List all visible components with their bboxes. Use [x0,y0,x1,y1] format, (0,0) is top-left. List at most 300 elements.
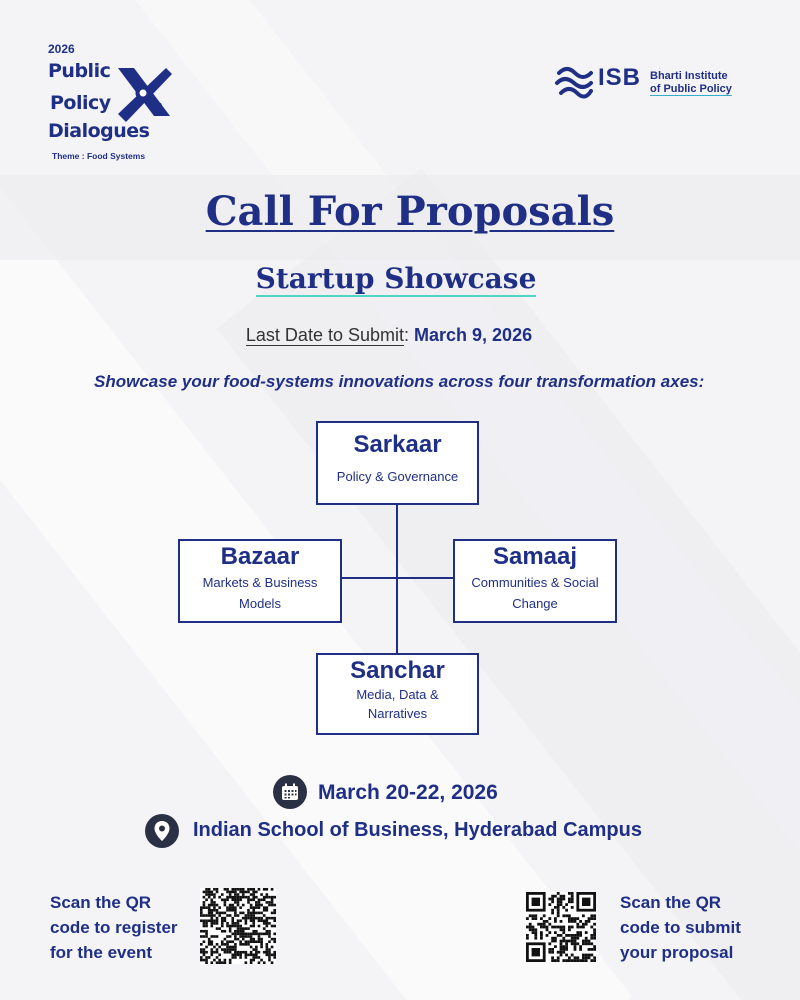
qr-module [205,956,208,959]
qr-module [250,904,253,907]
qr-module [540,931,543,934]
qr-module [588,917,591,920]
qr-module [231,888,234,891]
qr-module [590,934,593,937]
qr-module [534,917,537,920]
qr-module [551,909,554,912]
qr-module [239,888,242,891]
qr-module [562,948,565,951]
qr-module [229,946,232,949]
qr-module [266,933,269,936]
qr-module [205,914,208,917]
qr-module [205,951,208,954]
qr-module [560,954,563,957]
qr-module [237,925,240,928]
qr-module [252,891,255,894]
qr-finder [532,948,540,956]
qr-module [540,917,543,920]
qr-module [247,912,250,915]
qr-module [562,926,565,929]
qr-module [221,922,224,925]
qr-module [260,959,263,962]
qr-module [562,931,565,934]
qr-module [571,900,574,903]
qr-module [229,948,232,951]
qr-module [250,946,253,949]
qr-module [526,937,529,940]
qr-module [250,935,253,938]
qr-module [551,959,554,962]
qr-module [260,904,263,907]
qr-module [250,888,253,891]
qr-module [245,951,248,954]
qr-module [252,948,255,951]
qr-module [247,896,250,899]
qr-module [203,901,206,904]
qr-module [585,937,588,940]
qr-module [268,901,271,904]
qr-module [208,906,211,909]
qr-module [579,931,582,934]
qr-module [250,961,253,964]
axis-name-sarkaar: Sarkaar [353,431,442,458]
qr-module [234,956,237,959]
qr-module [203,925,206,928]
qr-module [585,931,588,934]
qr-module [273,912,276,915]
qr-module [255,904,258,907]
qr-module [200,909,203,912]
qr-module [229,951,232,954]
qr-module [532,917,535,920]
qr-module [203,959,206,962]
qr-module [210,940,213,943]
qr-module [263,888,266,891]
qr-module [548,903,551,906]
qr-module [590,959,593,962]
qr-module [247,914,250,917]
qr-module [271,946,274,949]
qr-module [590,937,593,940]
qr-module [540,937,543,940]
qr-module [551,900,554,903]
qr-module [568,959,571,962]
qr-module [252,954,255,957]
qr-module [258,919,261,922]
qr-module [250,893,253,896]
qr-module [231,954,234,957]
qr-module [593,931,596,934]
qr-module [205,891,208,894]
page-subtitle: Startup Showcase [255,262,537,295]
qr-module [250,917,253,920]
qr-module [218,961,221,964]
qr-module [229,891,232,894]
qr-module [562,906,565,909]
qr-module [213,919,216,922]
qr-module [218,946,221,949]
qr-module [593,914,596,917]
qr-module [229,904,232,907]
qr-module [260,893,263,896]
qr-module [557,951,560,954]
qr-module [226,906,229,909]
qr-module [229,896,232,899]
qr-module [576,931,579,934]
qr-module [205,935,208,938]
qr-module [590,948,593,951]
qr-module [540,926,543,929]
qr-module [273,956,276,959]
qr-module [239,943,242,946]
qr-module [234,943,237,946]
qr-module [588,920,591,923]
qr-module [239,954,242,957]
qr-module [247,917,250,920]
qr-module [218,906,221,909]
qr-module [218,959,221,962]
isb-logo-subtitle [650,70,732,96]
qr-module [585,959,588,962]
qr-module [231,933,234,936]
qr-module [234,954,237,957]
qr-module [250,906,253,909]
qr-module [551,948,554,951]
logo-line-dialogues: Dialogues [48,120,150,142]
qr-module [231,896,234,899]
qr-module [554,959,557,962]
qr-module [271,917,274,920]
qr-module [574,959,577,962]
qr-module [210,904,213,907]
qr-module [237,933,240,936]
qr-module [582,923,585,926]
qr-module [231,925,234,928]
qr-module [247,933,250,936]
qr-module [258,898,261,901]
axis-box-bazaar [178,539,342,623]
qr-module [574,942,577,945]
qr-module [258,917,261,920]
qr-module [551,895,554,898]
qr-module [266,901,269,904]
qr-module [557,900,560,903]
qr-module [234,933,237,936]
qr-module [255,940,258,943]
qr-module [551,912,554,915]
qr-module [252,956,255,959]
qr-module [224,930,227,933]
qr-module [224,898,227,901]
qr-module [255,896,258,899]
qr-module [258,951,261,954]
qr-module [229,927,232,930]
qr-module [226,946,229,949]
qr-module [565,942,568,945]
qr-module [548,917,551,920]
qr-module [205,933,208,936]
qr-module [216,956,219,959]
qr-module [200,919,203,922]
qr-module [213,935,216,938]
qr-module [593,928,596,931]
qr-module [562,928,565,931]
qr-module [221,925,224,928]
qr-module [534,934,537,937]
qr-module [239,891,242,894]
qr-module [271,938,274,941]
qr-module [200,912,203,915]
logo-line-public: Public [48,60,111,82]
logo-line-policy: Policy [50,92,111,114]
qr-module [247,898,250,901]
qr-module [205,930,208,933]
qr-module [554,906,557,909]
qr-module [250,951,253,954]
qr-module [593,923,596,926]
qr-module [588,956,591,959]
qr-module [273,940,276,943]
qr-module [203,919,206,922]
qr-module [554,931,557,934]
qr-module [260,898,263,901]
qr-module [208,943,211,946]
qr-module [203,930,206,933]
qr-module [565,945,568,948]
qr-module [557,898,560,901]
qr-module [568,898,571,901]
qr-module [250,914,253,917]
qr-module [266,888,269,891]
qr-module [210,922,213,925]
qr-module [260,940,263,943]
qr-module [548,951,551,954]
qr-module [562,959,565,962]
qr-module [271,912,274,915]
qr-module [579,934,582,937]
qr-module [237,898,240,901]
qr-module [579,948,582,951]
qr-module [273,919,276,922]
qr-module [568,940,571,943]
qr-module [252,925,255,928]
qr-module [203,951,206,954]
qr-submit-text: Scan the QR code to submit your proposal [620,893,741,962]
qr-module [574,937,577,940]
qr-module [226,940,229,943]
qr-module [568,920,571,923]
qr-module [571,940,574,943]
qr-module [266,925,269,928]
qr-module [588,954,591,957]
qr-module [540,934,543,937]
qr-module [203,896,206,899]
qr-module [237,896,240,899]
qr-module [576,937,579,940]
calendar-icon [273,775,307,809]
qr-module [268,954,271,957]
qr-module [574,945,577,948]
qr-module [526,926,529,929]
qr-module [546,934,549,937]
qr-module [237,904,240,907]
qr-module [224,919,227,922]
qr-module [210,948,213,951]
qr-module [252,909,255,912]
qr-module [252,933,255,936]
qr-module [237,893,240,896]
qr-module [250,959,253,962]
axis-desc-bazaar-line1: Markets & Business [202,575,318,590]
qr-module [268,940,271,943]
qr-module [234,909,237,912]
qr-module [250,940,253,943]
qr-module [213,904,216,907]
qr-module [271,925,274,928]
qr-module [593,948,596,951]
qr-module [532,931,535,934]
qr-module [266,917,269,920]
qr-module [224,901,227,904]
qr-module [560,940,563,943]
qr-module [255,891,258,894]
qr-module [252,893,255,896]
qr-module [255,917,258,920]
qr-module [571,954,574,957]
submission-deadline [0,325,778,346]
qr-module [231,898,234,901]
qr-code-submit[interactable] [526,892,596,962]
qr-module [554,917,557,920]
qr-module [263,919,266,922]
qr-module [245,917,248,920]
qr-module [576,959,579,962]
qr-module [224,948,227,951]
qr-module [226,914,229,917]
qr-module [557,959,560,962]
qr-module [258,888,261,891]
qr-module [540,923,543,926]
qr-module [242,888,245,891]
qr-module [529,923,532,926]
qr-module [565,934,568,937]
qr-module [239,933,242,936]
qr-module [585,942,588,945]
qr-module [255,951,258,954]
qr-module [588,940,591,943]
qr-module [557,926,560,929]
qr-module [229,925,232,928]
qr-module [263,909,266,912]
qr-module [560,926,563,929]
qr-module [574,956,577,959]
axis-name-samaaj: Samaaj [492,543,578,570]
qr-module [585,920,588,923]
qr-module [216,935,219,938]
qr-module [237,930,240,933]
qr-module [208,909,211,912]
qr-module [576,926,579,929]
qr-module [205,919,208,922]
qr-module [582,942,585,945]
qr-module [551,937,554,940]
qr-module [242,904,245,907]
axis-desc-bazaar-line2: Models [239,596,281,611]
qr-module [245,935,248,938]
qr-module [252,896,255,899]
qr-module [252,940,255,943]
qr-module [263,898,266,901]
qr-module [203,914,206,917]
qr-module [200,930,203,933]
qr-module [268,959,271,962]
qr-module [588,948,591,951]
qr-module [560,895,563,898]
qr-module [574,948,577,951]
qr-module [226,896,229,899]
qr-module [571,937,574,940]
qr-module [247,891,250,894]
qr-module [576,923,579,926]
qr-module [588,942,591,945]
qr-module [252,906,255,909]
qr-module [221,943,224,946]
qr-module [210,961,213,964]
qr-module [242,933,245,936]
qr-module [242,927,245,930]
qr-module [579,945,582,948]
qr-module [226,909,229,912]
qr-module [210,893,213,896]
qr-module [205,961,208,964]
qr-module [548,923,551,926]
qr-module [565,903,568,906]
qr-module [234,891,237,894]
qr-module [237,888,240,891]
qr-code-register[interactable] [200,888,276,964]
qr-module [260,943,263,946]
qr-module [234,951,237,954]
qr-module [271,898,274,901]
qr-module [247,927,250,930]
qr-module [574,940,577,943]
qr-module [554,940,557,943]
public-policy-dialogues-logo-icon [112,64,174,126]
qr-module [271,954,274,957]
qr-module [574,917,577,920]
qr-module [560,920,563,923]
qr-module [224,912,227,915]
qr-module [582,956,585,959]
qr-module [210,951,213,954]
qr-module [266,922,269,925]
qr-module [273,925,276,928]
qr-module [234,925,237,928]
qr-module [593,959,596,962]
qr-module [245,961,248,964]
qr-module [213,959,216,962]
qr-module [229,930,232,933]
qr-module [537,923,540,926]
qr-module [557,906,560,909]
qr-module [560,900,563,903]
qr-module [579,926,582,929]
qr-module [210,917,213,920]
qr-module [260,946,263,949]
qr-module [229,906,232,909]
qr-module [213,906,216,909]
qr-module [239,940,242,943]
